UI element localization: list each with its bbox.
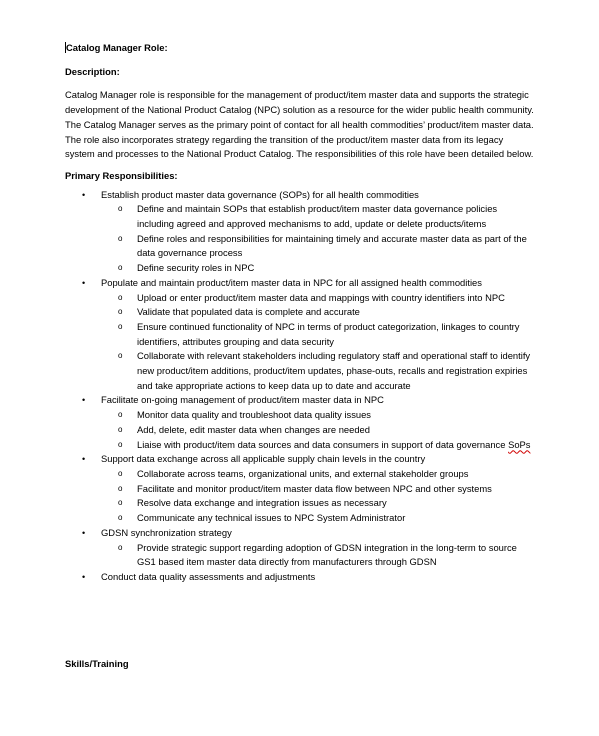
sub-responsibility-item xyxy=(101,467,535,482)
sub-responsibility-text: Collaborate across teams, organizational units, and external stakeholder groups xyxy=(137,467,469,479)
circle-bullet-icon: o xyxy=(118,439,123,449)
circle-bullet-icon: o xyxy=(118,410,123,420)
sub-responsibility-item xyxy=(101,511,535,526)
sub-responsibility-item xyxy=(101,349,535,393)
responsibility-item xyxy=(65,526,535,570)
circle-bullet-icon: o xyxy=(118,292,123,302)
responsibility-item xyxy=(65,188,535,276)
sub-responsibility-item xyxy=(101,408,535,423)
responsibility-item xyxy=(65,570,535,585)
circle-bullet-icon: o xyxy=(118,263,123,273)
sub-responsibility-item xyxy=(101,541,535,570)
responsibility-text: Populate and maintain product/item master data in NPC for all assigned health commodities xyxy=(101,276,482,288)
sub-responsibility-text: Facilitate and monitor product/item master data flow between NPC and other systems xyxy=(137,482,492,494)
responsibilities-heading: Primary Responsibilities: xyxy=(65,169,178,181)
bullet-icon: • xyxy=(82,277,86,288)
sub-responsibility-text: Validate that populated data is complete and accurate xyxy=(137,306,360,318)
sub-responsibility-list xyxy=(101,541,535,570)
responsibility-text: GDSN synchronization strategy xyxy=(101,526,232,538)
circle-bullet-icon: o xyxy=(118,513,123,523)
sub-responsibility-item xyxy=(101,423,535,438)
bullet-icon: • xyxy=(82,395,86,406)
sub-responsibility-list xyxy=(101,467,535,526)
sub-responsibility-text: Collaborate with relevant stakeholders including regulatory staff and operational staff to identify new product/item additions, product/item updates, phase-outs, recalls and registration expiries and take appropriate actions to keep data up to date and accurate xyxy=(137,350,531,391)
description-heading: Description: xyxy=(65,65,120,77)
circle-bullet-icon: o xyxy=(118,468,123,478)
sub-responsibility-text: Define security roles in NPC xyxy=(137,262,255,274)
skills-heading: Skills/Training xyxy=(65,658,129,669)
sub-responsibility-text: Communicate any technical issues to NPC System Administrator xyxy=(137,512,406,524)
circle-bullet-icon: o xyxy=(118,483,123,493)
responsibility-item xyxy=(65,393,535,452)
responsibility-item xyxy=(65,276,535,394)
responsibility-text: Support data exchange across all applicable supply chain levels in the country xyxy=(101,453,426,465)
sub-responsibility-item xyxy=(101,320,535,349)
sub-responsibility-text: Provide strategic support regarding adoption of GDSN integration in the long-term to source GS1 based item master data directly from manufacturers through GDSN xyxy=(137,541,517,568)
responsibility-text: Establish product master data governance (SOPs) for all health commodities xyxy=(101,188,419,200)
bullet-icon: • xyxy=(82,527,86,538)
sub-responsibility-text: Upload or enter product/item master data and mappings with country identifiers into NPC xyxy=(137,291,505,303)
sub-responsibility-text: Add, delete, edit master data when changes are needed xyxy=(137,423,370,435)
circle-bullet-icon: o xyxy=(118,321,123,331)
role-title xyxy=(65,41,535,56)
sub-responsibility-text: Define and maintain SOPs that establish product/item master data governance policies including agreed and approved mechanisms to add, update or delete products/items xyxy=(137,203,498,230)
sub-responsibility-text: Resolve data exchange and integration issues as necessary xyxy=(137,497,387,509)
sub-responsibility-text: Define roles and responsibilities for maintaining timely and accurate master data as part of the data governance process xyxy=(137,232,527,259)
sub-responsibility-text: Liaise with product/item data sources and data consumers in support of data governance SoPs xyxy=(137,438,531,450)
sub-responsibility-item xyxy=(101,291,535,306)
bullet-icon: • xyxy=(82,571,86,582)
sub-responsibility-list xyxy=(101,202,535,276)
sub-responsibility-list xyxy=(101,408,535,452)
sub-responsibility-item xyxy=(101,232,535,261)
responsibility-text: Facilitate on-going management of product/item master data in NPC xyxy=(101,394,384,406)
sub-responsibility-item xyxy=(101,261,535,276)
sub-responsibility-text: Ensure continued functionality of NPC in terms of product categorization, linkages to country identifiers, attributes grouping and data security xyxy=(137,320,520,347)
bullet-icon: • xyxy=(82,454,86,465)
circle-bullet-icon: o xyxy=(118,424,123,434)
circle-bullet-icon: o xyxy=(118,542,123,552)
circle-bullet-icon: o xyxy=(118,233,123,243)
sub-responsibility-item xyxy=(101,438,535,453)
responsibility-text: Conduct data quality assessments and adjustments xyxy=(101,570,316,582)
role-title-text: Catalog Manager Role: xyxy=(66,42,168,53)
document-body xyxy=(65,41,535,585)
sub-responsibility-item xyxy=(101,305,535,320)
responsibilities-list xyxy=(65,188,535,585)
circle-bullet-icon: o xyxy=(118,204,123,214)
sub-responsibility-list xyxy=(101,291,535,394)
bullet-icon: • xyxy=(82,189,86,200)
circle-bullet-icon: o xyxy=(118,498,123,508)
sub-responsibility-item xyxy=(101,202,535,231)
description-paragraph: Catalog Manager role is responsible for the management of product/item master data and supports the strategic development of the National Product Catalog (NPC) solution as a resource for the wider public health community. The Catalog Manager serves as the primary point of contact for all health commodities’ product/item master data. The role also incorporates strategy regarding the transition of the product/item master data from its legacy system and processes to the National Product Catalog. The responsibilities of this role have been detailed below. xyxy=(65,89,534,160)
sub-responsibility-item xyxy=(101,496,535,511)
sub-responsibility-text: Monitor data quality and troubleshoot data quality issues xyxy=(137,409,371,421)
sub-responsibility-item xyxy=(101,482,535,497)
circle-bullet-icon: o xyxy=(118,351,123,361)
circle-bullet-icon: o xyxy=(118,307,123,317)
responsibility-item xyxy=(65,452,535,526)
